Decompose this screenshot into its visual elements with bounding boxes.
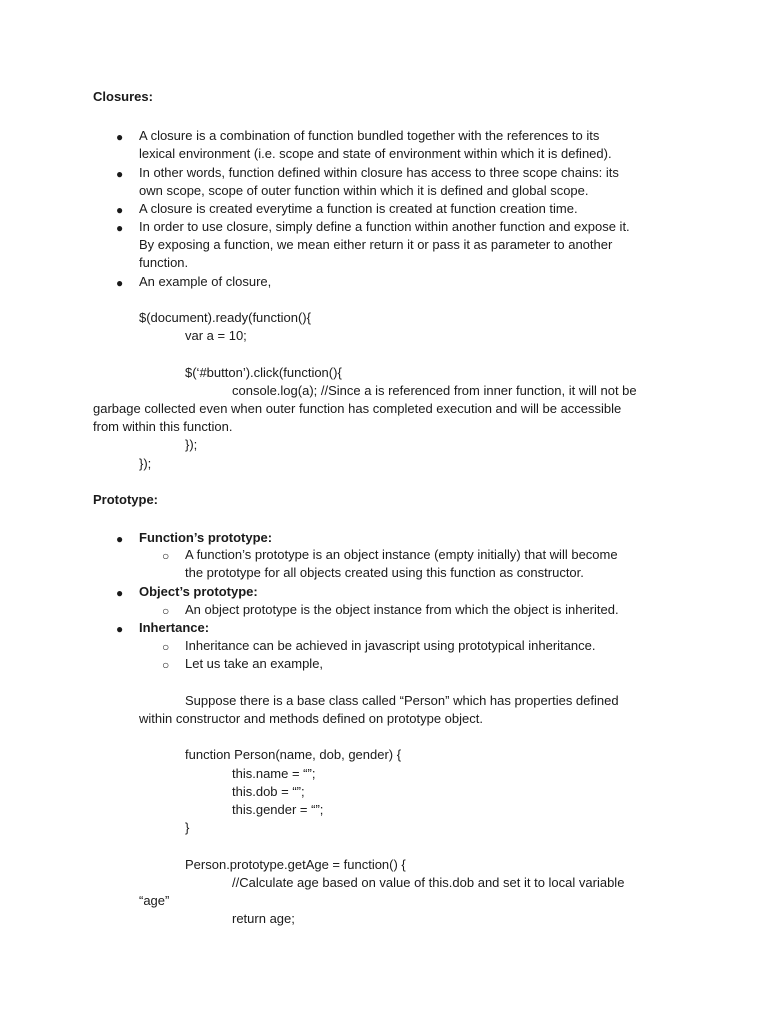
circle-bullet-icon: ○ (162, 604, 170, 618)
bullet-icon: ● (116, 532, 124, 546)
closure-text-line: A closure is created everytime a function is created at function creation time. (139, 201, 578, 216)
closure-text-line: own scope, scope of outer function within which it is defined and global scope. (139, 183, 589, 198)
code-line: return age; (232, 911, 295, 926)
prototype-text-line: Inheritance can be achieved in javascript using prototypical inheritance. (185, 638, 596, 653)
function-prototype-title: Function’s prototype: (139, 530, 273, 545)
prototype-text-line: Let us take an example, (185, 656, 324, 671)
closure-text-line: In order to use closure, simply define a function within another function and expose it. (139, 219, 630, 234)
circle-bullet-icon: ○ (162, 640, 170, 654)
bullet-icon: ● (116, 167, 124, 181)
object-prototype-title: Object’s prototype: (139, 584, 258, 599)
code-line: $(‘#button’).click(function(){ (185, 365, 342, 380)
bullet-icon: ● (116, 130, 124, 144)
prototype-text-line: An object prototype is the object instance from which the object is inherited. (185, 602, 619, 617)
code-line: }); (185, 437, 198, 452)
code-line: console.log(a); //Since a is referenced from inner function, it will not be (232, 383, 637, 398)
code-line: garbage collected even when outer function has completed execution and will be accessible (93, 401, 622, 416)
code-line: from within this function. (93, 419, 233, 434)
bullet-icon: ● (116, 622, 124, 636)
closure-text-line: lexical environment (i.e. scope and state of environment within which it is defined). (139, 146, 612, 161)
code-line: } (185, 820, 190, 835)
code-line: }); (139, 456, 152, 471)
circle-bullet-icon: ○ (162, 658, 170, 672)
code-line: Person.prototype.getAge = function() { (185, 857, 406, 872)
closure-text-line: By exposing a function, we mean either return it or pass it as parameter to another (139, 237, 613, 252)
paragraph-line: within constructor and methods defined on prototype object. (139, 711, 483, 726)
code-line: function Person(name, dob, gender) { (185, 747, 402, 762)
code-line: var a = 10; (185, 328, 247, 343)
bullet-icon: ● (116, 276, 124, 290)
paragraph-line: Suppose there is a base class called “Person” which has properties defined (185, 693, 619, 708)
code-line: this.dob = “”; (232, 784, 305, 799)
circle-bullet-icon: ○ (162, 549, 170, 563)
closure-text-line: A closure is a combination of function bundled together with the references to its (139, 128, 600, 143)
prototype-text-line: A function’s prototype is an object instance (empty initially) that will become (185, 547, 618, 562)
closure-text-line: In other words, function defined within closure has access to three scope chains: its (139, 165, 619, 180)
code-line: this.gender = “”; (232, 802, 324, 817)
code-line: $(document).ready(function(){ (139, 310, 311, 325)
closure-text-line: function. (139, 255, 189, 270)
closure-text-line: An example of closure, (139, 274, 272, 289)
closures-heading: Closures: (93, 89, 153, 104)
code-line: this.name = “”; (232, 766, 316, 781)
prototype-text-line: the prototype for all objects created using this function as constructor. (185, 565, 584, 580)
code-line: //Calculate age based on value of this.dob and set it to local variable (232, 875, 625, 890)
bullet-icon: ● (116, 586, 124, 600)
inheritance-title: Inhertance: (139, 620, 210, 635)
bullet-icon: ● (116, 203, 124, 217)
code-line: “age” (139, 893, 170, 908)
bullet-icon: ● (116, 221, 124, 235)
prototype-heading: Prototype: (93, 492, 158, 507)
